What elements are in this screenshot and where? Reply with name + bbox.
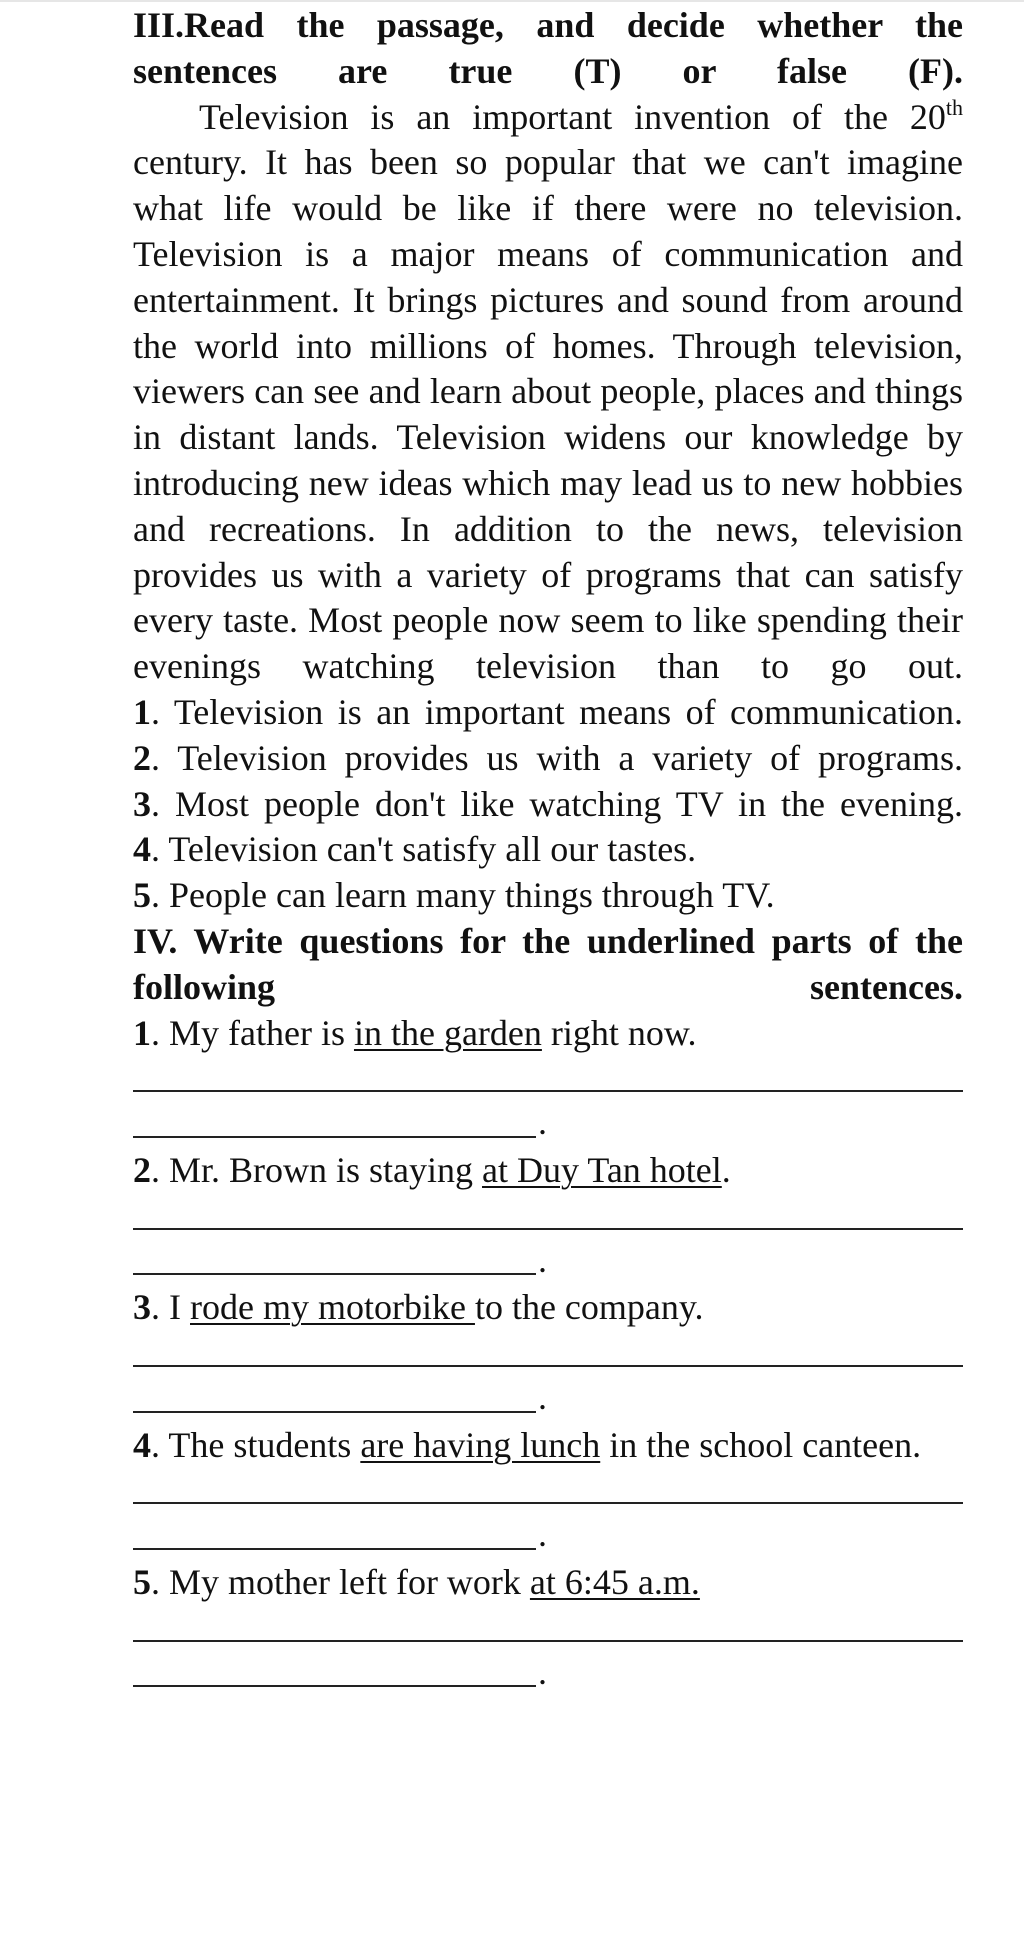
item-text-end: . bbox=[721, 1149, 731, 1190]
statement-text: . Most people don't like watching TV in the evening. bbox=[151, 783, 963, 824]
top-border bbox=[0, 0, 1024, 2]
statement-5 bbox=[133, 873, 963, 919]
statement-1 bbox=[133, 690, 963, 736]
answer-line[interactable] bbox=[133, 1606, 963, 1652]
passage-part-1: Television is an important invention of the 20 bbox=[199, 96, 946, 137]
statement-3 bbox=[133, 782, 963, 828]
item-text: . My mother left for work bbox=[151, 1562, 530, 1603]
underlined-part: in the garden bbox=[353, 1012, 542, 1053]
question-item-5 bbox=[133, 1560, 963, 1606]
question-item-2 bbox=[133, 1148, 963, 1194]
item-text: . I bbox=[151, 1287, 190, 1328]
statement-text: . Television provides us with a variety of programs. bbox=[151, 737, 963, 778]
statement-4 bbox=[133, 827, 963, 873]
item-number: 2 bbox=[133, 1149, 151, 1190]
item-text: . My father is bbox=[151, 1012, 354, 1053]
answer-line[interactable] bbox=[133, 1194, 963, 1240]
section-3-heading: III.Read the passage, and decide whether the sentences are true (T) or false (F). bbox=[133, 5, 963, 91]
answer-line-end[interactable] bbox=[133, 1514, 963, 1560]
item-text: . Mr. Brown is staying bbox=[151, 1149, 483, 1190]
answer-line-period: . bbox=[538, 1239, 547, 1280]
answer-line-period: . bbox=[538, 1376, 547, 1417]
question-item-4 bbox=[133, 1423, 963, 1469]
underlined-part: at Duy Tan hotel bbox=[482, 1149, 722, 1190]
worksheet-page bbox=[133, 3, 963, 1697]
statement-number: 4 bbox=[133, 829, 151, 870]
item-text-end: right now. bbox=[541, 1012, 697, 1053]
item-number: 4 bbox=[133, 1424, 151, 1465]
answer-line-end[interactable] bbox=[133, 1240, 963, 1286]
reading-passage bbox=[133, 95, 963, 690]
item-number: 1 bbox=[133, 1012, 151, 1053]
item-text-end: in the school canteen. bbox=[600, 1424, 922, 1465]
item-text: . The students bbox=[151, 1424, 361, 1465]
section-4-heading: IV. Write questions for the underlined parts of the following sentences. bbox=[133, 920, 963, 1007]
answer-line-end[interactable] bbox=[133, 1377, 963, 1423]
passage-superscript: th bbox=[945, 94, 963, 120]
answer-line[interactable] bbox=[133, 1469, 963, 1515]
statement-number: 3 bbox=[133, 783, 151, 824]
underlined-part: rode my motorbike bbox=[190, 1287, 475, 1328]
question-item-3 bbox=[133, 1285, 963, 1331]
item-number: 3 bbox=[133, 1287, 151, 1328]
statement-number: 5 bbox=[133, 875, 151, 916]
answer-line-period: . bbox=[538, 1651, 547, 1692]
statement-number: 1 bbox=[133, 691, 151, 732]
answer-line-end[interactable] bbox=[133, 1102, 963, 1148]
item-text-end: to the company. bbox=[474, 1287, 704, 1328]
statement-text: . Television can't satisfy all our tastes. bbox=[151, 829, 697, 870]
answer-line[interactable] bbox=[133, 1056, 963, 1102]
item-number: 5 bbox=[133, 1562, 151, 1603]
answer-line[interactable] bbox=[133, 1331, 963, 1377]
answer-line-end[interactable] bbox=[133, 1652, 963, 1698]
underlined-part: are having lunch bbox=[360, 1424, 601, 1465]
statement-text: . Television is an important means of communication. bbox=[151, 691, 963, 732]
statement-text: . People can learn many things through TV. bbox=[151, 875, 775, 916]
statement-2 bbox=[133, 736, 963, 782]
statement-number: 2 bbox=[133, 737, 151, 778]
answer-line-period: . bbox=[538, 1514, 547, 1555]
passage-part-2: century. It has been so popular that we can't imagine what life would be like if there were no television. Television is a major means of communication and entertainment. It brings pictures and sound from around the world into millions of homes. Through television, viewers can see and learn about people, places and things in distant lands. Television widens our knowledge by introducing new ideas which may lead us to new hobbies and recreations. In addition to the news, television provides us with a variety of programs that can satisfy every taste. Most people now seem to like spending their evenings watching television than to go out. bbox=[133, 142, 963, 687]
answer-line-period: . bbox=[538, 1102, 547, 1143]
underlined-part: at 6:45 a.m. bbox=[529, 1562, 700, 1603]
question-item-1 bbox=[133, 1011, 963, 1057]
